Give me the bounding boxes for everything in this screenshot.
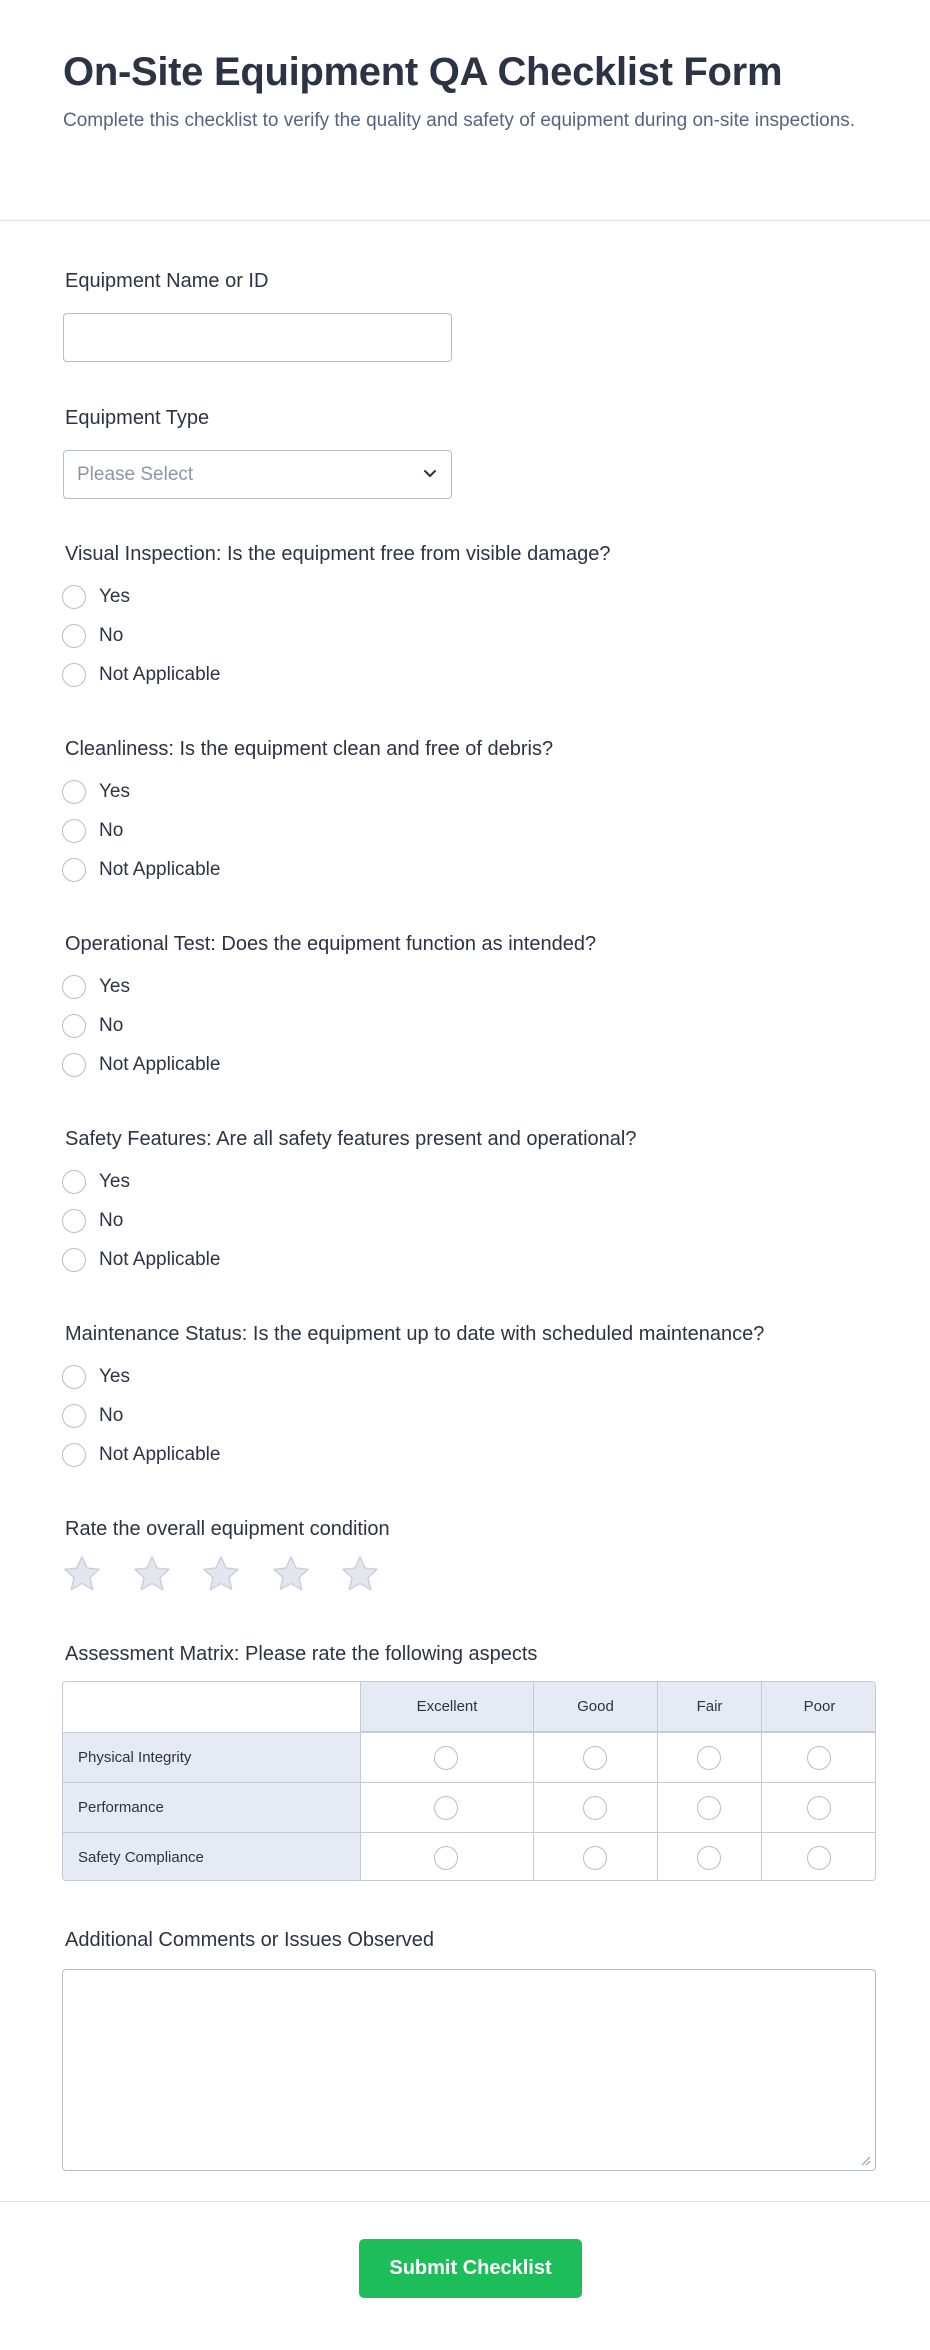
chevron-down-icon [423,466,437,480]
rating-label: Rate the overall equipment condition [65,1518,390,1540]
matrix-cell [657,1732,761,1782]
matrix-radio-button[interactable] [434,1746,458,1770]
equipment-type-label: Equipment Type [65,407,210,429]
matrix-radio-button[interactable] [434,1796,458,1820]
radio-button[interactable] [62,1209,86,1233]
matrix-cell [360,1732,533,1782]
radio-label: No [99,625,124,646]
matrix-cell [360,1832,533,1881]
radio-label: Not Applicable [99,859,221,880]
radio-label: Not Applicable [99,664,221,685]
matrix-radio-button[interactable] [583,1796,607,1820]
question-cleanliness-label: Cleanliness: Is the equipment clean and free of debris? [65,738,554,760]
matrix-radio-button[interactable] [807,1846,831,1870]
question-safety-features-label: Safety Features: Are all safety features present and operational? [65,1128,637,1150]
radio-button[interactable] [62,858,86,882]
matrix-radio-button[interactable] [697,1846,721,1870]
radio-label: No [99,1015,124,1036]
radio-label: Not Applicable [99,1249,221,1270]
matrix-column-header: Poor [761,1682,876,1732]
radio-button[interactable] [62,663,86,687]
matrix-cell [533,1782,657,1832]
matrix-radio-button[interactable] [583,1746,607,1770]
radio-label: Not Applicable [99,1444,221,1465]
equipment-name-input[interactable] [63,313,452,362]
matrix-column-header: Excellent [360,1682,533,1732]
radio-label: No [99,1210,124,1231]
matrix-row-header: Physical Integrity [63,1732,360,1782]
star-icon[interactable] [61,1553,103,1595]
matrix-cell [533,1832,657,1881]
question-visual-inspection-label: Visual Inspection: Is the equipment free from visible damage? [65,543,611,565]
radio-button[interactable] [62,624,86,648]
radio-button[interactable] [62,585,86,609]
radio-label: Yes [99,1366,130,1387]
matrix-corner [63,1682,360,1732]
question-operational-test-label: Operational Test: Does the equipment function as intended? [65,933,597,955]
radio-button[interactable] [62,1443,86,1467]
matrix-column-header: Fair [657,1682,761,1732]
page-subtitle: Complete this checklist to verify the quality and safety of equipment during on-site inspections. [63,110,856,131]
star-icon[interactable] [131,1553,173,1595]
matrix-cell [657,1782,761,1832]
star-icon[interactable] [339,1553,381,1595]
radio-button[interactable] [62,1248,86,1272]
comments-label: Additional Comments or Issues Observed [65,1929,435,1951]
equipment-name-label: Equipment Name or ID [65,270,269,292]
matrix-radio-button[interactable] [807,1796,831,1820]
radio-button[interactable] [62,1014,86,1038]
star-icon[interactable] [200,1553,242,1595]
matrix-column-header: Good [533,1682,657,1732]
matrix-cell [761,1782,876,1832]
matrix-radio-button[interactable] [697,1796,721,1820]
radio-label: Yes [99,976,130,997]
matrix-radio-button[interactable] [434,1846,458,1870]
matrix-row-header: Performance [63,1782,360,1832]
radio-label: No [99,820,124,841]
radio-label: Yes [99,781,130,802]
radio-button[interactable] [62,1170,86,1194]
star-icon[interactable] [270,1553,312,1595]
page-title: On-Site Equipment QA Checklist Form [63,50,783,94]
radio-button[interactable] [62,975,86,999]
matrix-cell [657,1832,761,1881]
matrix-cell [533,1732,657,1782]
radio-label: No [99,1405,124,1426]
submit-button[interactable]: Submit Checklist [359,2239,582,2298]
radio-label: Not Applicable [99,1054,221,1075]
radio-button[interactable] [62,1053,86,1077]
radio-button[interactable] [62,1404,86,1428]
equipment-type-selected: Please Select [77,464,194,485]
matrix-cell [761,1832,876,1881]
form-header [0,0,930,221]
radio-button[interactable] [62,819,86,843]
equipment-type-select[interactable] [63,450,452,499]
matrix-cell [761,1732,876,1782]
radio-button[interactable] [62,1365,86,1389]
assessment-matrix [62,1681,876,1881]
matrix-cell [360,1782,533,1832]
matrix-label: Assessment Matrix: Please rate the following aspects [65,1643,538,1665]
radio-label: Yes [99,586,130,607]
footer-divider [0,2201,930,2202]
matrix-radio-button[interactable] [807,1746,831,1770]
matrix-row-header: Safety Compliance [63,1832,360,1881]
matrix-radio-button[interactable] [583,1846,607,1870]
radio-label: Yes [99,1171,130,1192]
radio-button[interactable] [62,780,86,804]
comments-textarea[interactable] [62,1969,876,2171]
matrix-radio-button[interactable] [697,1746,721,1770]
question-maintenance-status-label: Maintenance Status: Is the equipment up to date with scheduled maintenance? [65,1323,765,1345]
resize-grip-icon[interactable] [859,2154,871,2166]
